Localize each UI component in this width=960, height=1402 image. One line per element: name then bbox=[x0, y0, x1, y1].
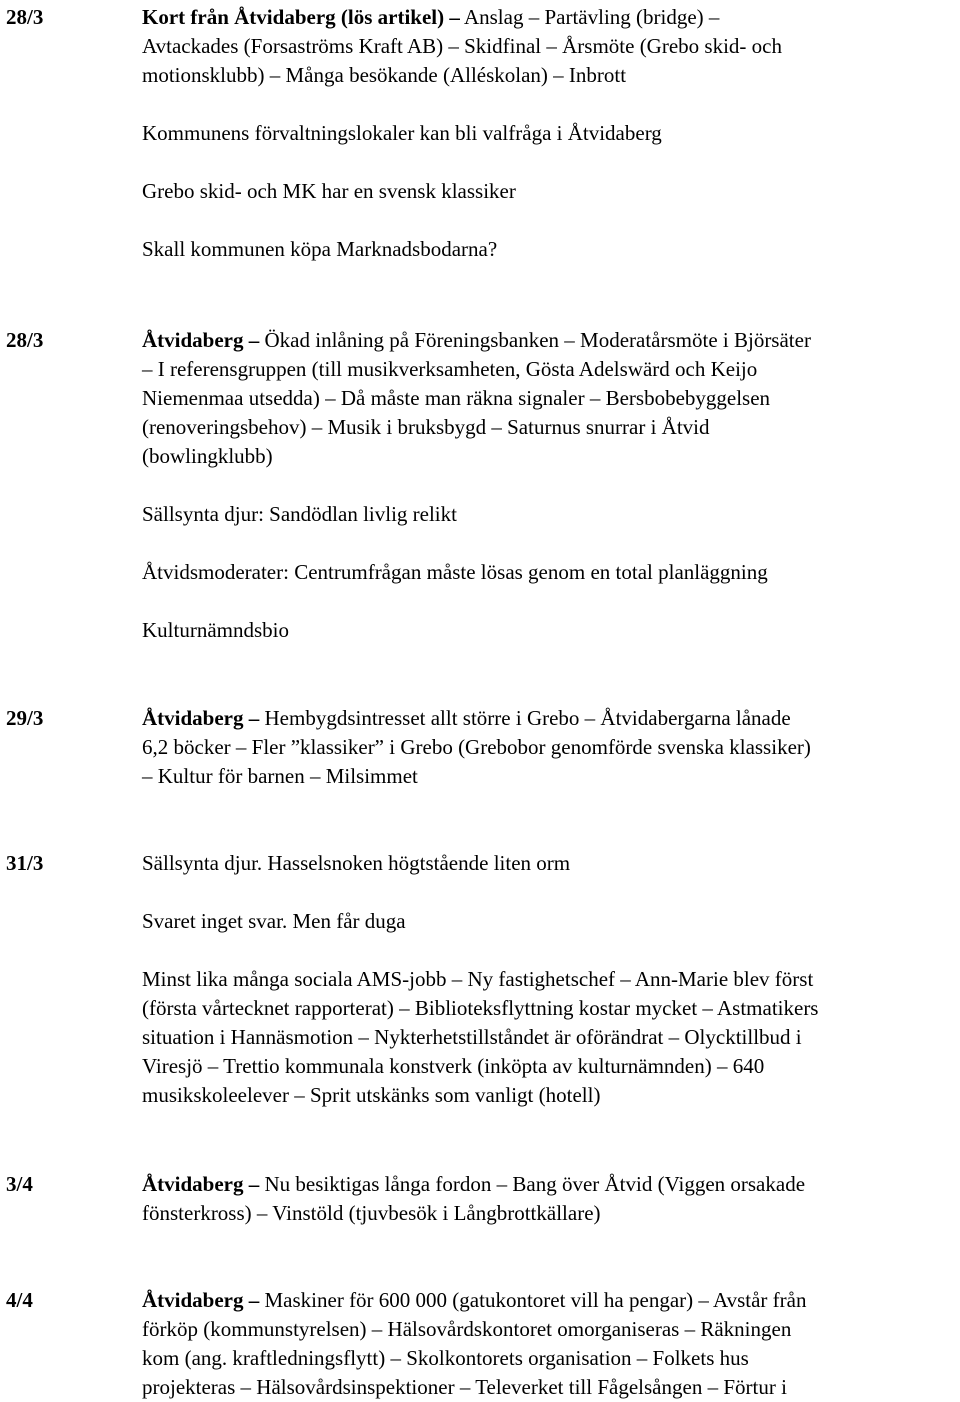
paragraph bbox=[142, 326, 960, 471]
text-line: Kommunens förvaltningslokaler kan bli valfråga i Åtvidaberg bbox=[142, 121, 662, 145]
text-line: Sällsynta djur: Sandödlan livlig relikt bbox=[142, 502, 457, 526]
paragraph bbox=[142, 1286, 960, 1402]
paragraph bbox=[142, 177, 960, 206]
text-line: Maskiner för 600 000 (gatukontoret vill ha pengar) – Avstår från bbox=[259, 1288, 807, 1312]
paragraph bbox=[142, 500, 960, 529]
entry-content bbox=[142, 1286, 960, 1402]
entry-date: 28/3 bbox=[6, 5, 44, 29]
text-line: Avtackades (Forsaströms Kraft AB) – Skidfinal – Årsmöte (Grebo skid- och bbox=[142, 34, 782, 58]
text-line: 6,2 böcker – Fler ”klassiker” i Grebo (Grebobor genomförde svenska klassiker) bbox=[142, 735, 811, 759]
text-line: Hembygdsintresset allt större i Grebo – Åtvidabergarna lånade bbox=[259, 706, 791, 730]
text-line: Åtvidsmoderater: Centrumfrågan måste lösas genom en total planläggning bbox=[142, 560, 768, 584]
paragraph bbox=[142, 119, 960, 148]
entry-date: 3/4 bbox=[6, 1172, 33, 1196]
entry-date: 29/3 bbox=[6, 706, 44, 730]
entry-date: 31/3 bbox=[6, 851, 44, 875]
paragraph bbox=[142, 907, 960, 936]
paragraph bbox=[142, 965, 960, 1110]
paragraph bbox=[142, 558, 960, 587]
text-line: Svaret inget svar. Men får duga bbox=[142, 909, 406, 933]
text-line: Nu besiktigas långa fordon – Bang över Åtvid (Viggen orsakade bbox=[259, 1172, 806, 1196]
paragraph bbox=[142, 1170, 960, 1228]
paragraph bbox=[142, 235, 960, 264]
text-line: förköp (kommunstyrelsen) – Hälsovårdskontoret omorganiseras – Räkningen bbox=[142, 1317, 792, 1341]
text-line: – Kultur för barnen – Milsimmet bbox=[142, 764, 418, 788]
text-line: Sällsynta djur. Hasselsnoken högtstående liten orm bbox=[142, 851, 571, 875]
paragraph bbox=[142, 704, 960, 791]
text-line: Niemenmaa utsedda) – Då måste man räkna signaler – Bersbobebyggelsen bbox=[142, 386, 771, 410]
entry-content bbox=[142, 704, 960, 791]
text-line: Viresjö – Trettio kommunala konstverk (inköpta av kulturnämnden) – 640 bbox=[142, 1054, 765, 1078]
text-line: Anslag – Partävling (bridge) – bbox=[459, 5, 720, 29]
lead-text: Åtvidaberg – bbox=[142, 1288, 260, 1312]
entry-content bbox=[142, 849, 960, 1110]
text-line: – I referensgruppen (till musikverksamheten, Gösta Adelswärd och Keijo bbox=[142, 357, 758, 381]
text-line: situation i Hannäsmotion – Nykterhetstillståndet är oförändrat – Olycktillbud i bbox=[142, 1025, 802, 1049]
text-line: Grebo skid- och MK har en svensk klassiker bbox=[142, 179, 516, 203]
entry-content bbox=[142, 3, 960, 264]
text-line: (första vårtecknet rapporterat) – Biblioteksflyttning kostar mycket – Astmatikers bbox=[142, 996, 819, 1020]
text-line: motionsklubb) – Många besökande (Alléskolan) – Inbrott bbox=[142, 63, 627, 87]
paragraph bbox=[142, 3, 960, 90]
lead-text: Åtvidaberg – bbox=[142, 706, 260, 730]
entry-content bbox=[142, 1170, 960, 1228]
lead-text: Åtvidaberg – bbox=[142, 328, 260, 352]
text-line: musikskoleelever – Sprit utskänks som vanligt (hotell) bbox=[142, 1083, 601, 1107]
entry-date: 4/4 bbox=[6, 1288, 33, 1312]
text-line: Minst lika många sociala AMS-jobb – Ny fastighetschef – Ann-Marie blev först bbox=[142, 967, 814, 991]
text-line: Kulturnämndsbio bbox=[142, 618, 289, 642]
text-line: (bowlingklubb) bbox=[142, 444, 273, 468]
paragraph bbox=[142, 616, 960, 645]
entry-content bbox=[142, 326, 960, 645]
text-line: Skall kommunen köpa Marknadsbodarna? bbox=[142, 237, 498, 261]
lead-text: Kort från Åtvidaberg (lös artikel) – bbox=[142, 5, 460, 29]
text-line: (renoveringsbehov) – Musik i bruksbygd – Saturnus snurrar i Åtvid bbox=[142, 415, 710, 439]
lead-text: Åtvidaberg – bbox=[142, 1172, 260, 1196]
text-line: Ökad inlåning på Föreningsbanken – Moderatårsmöte i Björsäter bbox=[259, 328, 811, 352]
text-line: fönsterkross) – Vinstöld (tjuvbesök i Långbrottkällare) bbox=[142, 1201, 601, 1225]
text-line: projekteras – Hälsovårdsinspektioner – Televerket till Fågelsången – Förtur i bbox=[142, 1375, 787, 1399]
paragraph bbox=[142, 849, 960, 878]
entry-date: 28/3 bbox=[6, 328, 44, 352]
text-line: kom (ang. kraftledningsflytt) – Skolkontorets organisation – Folkets hus bbox=[142, 1346, 749, 1370]
